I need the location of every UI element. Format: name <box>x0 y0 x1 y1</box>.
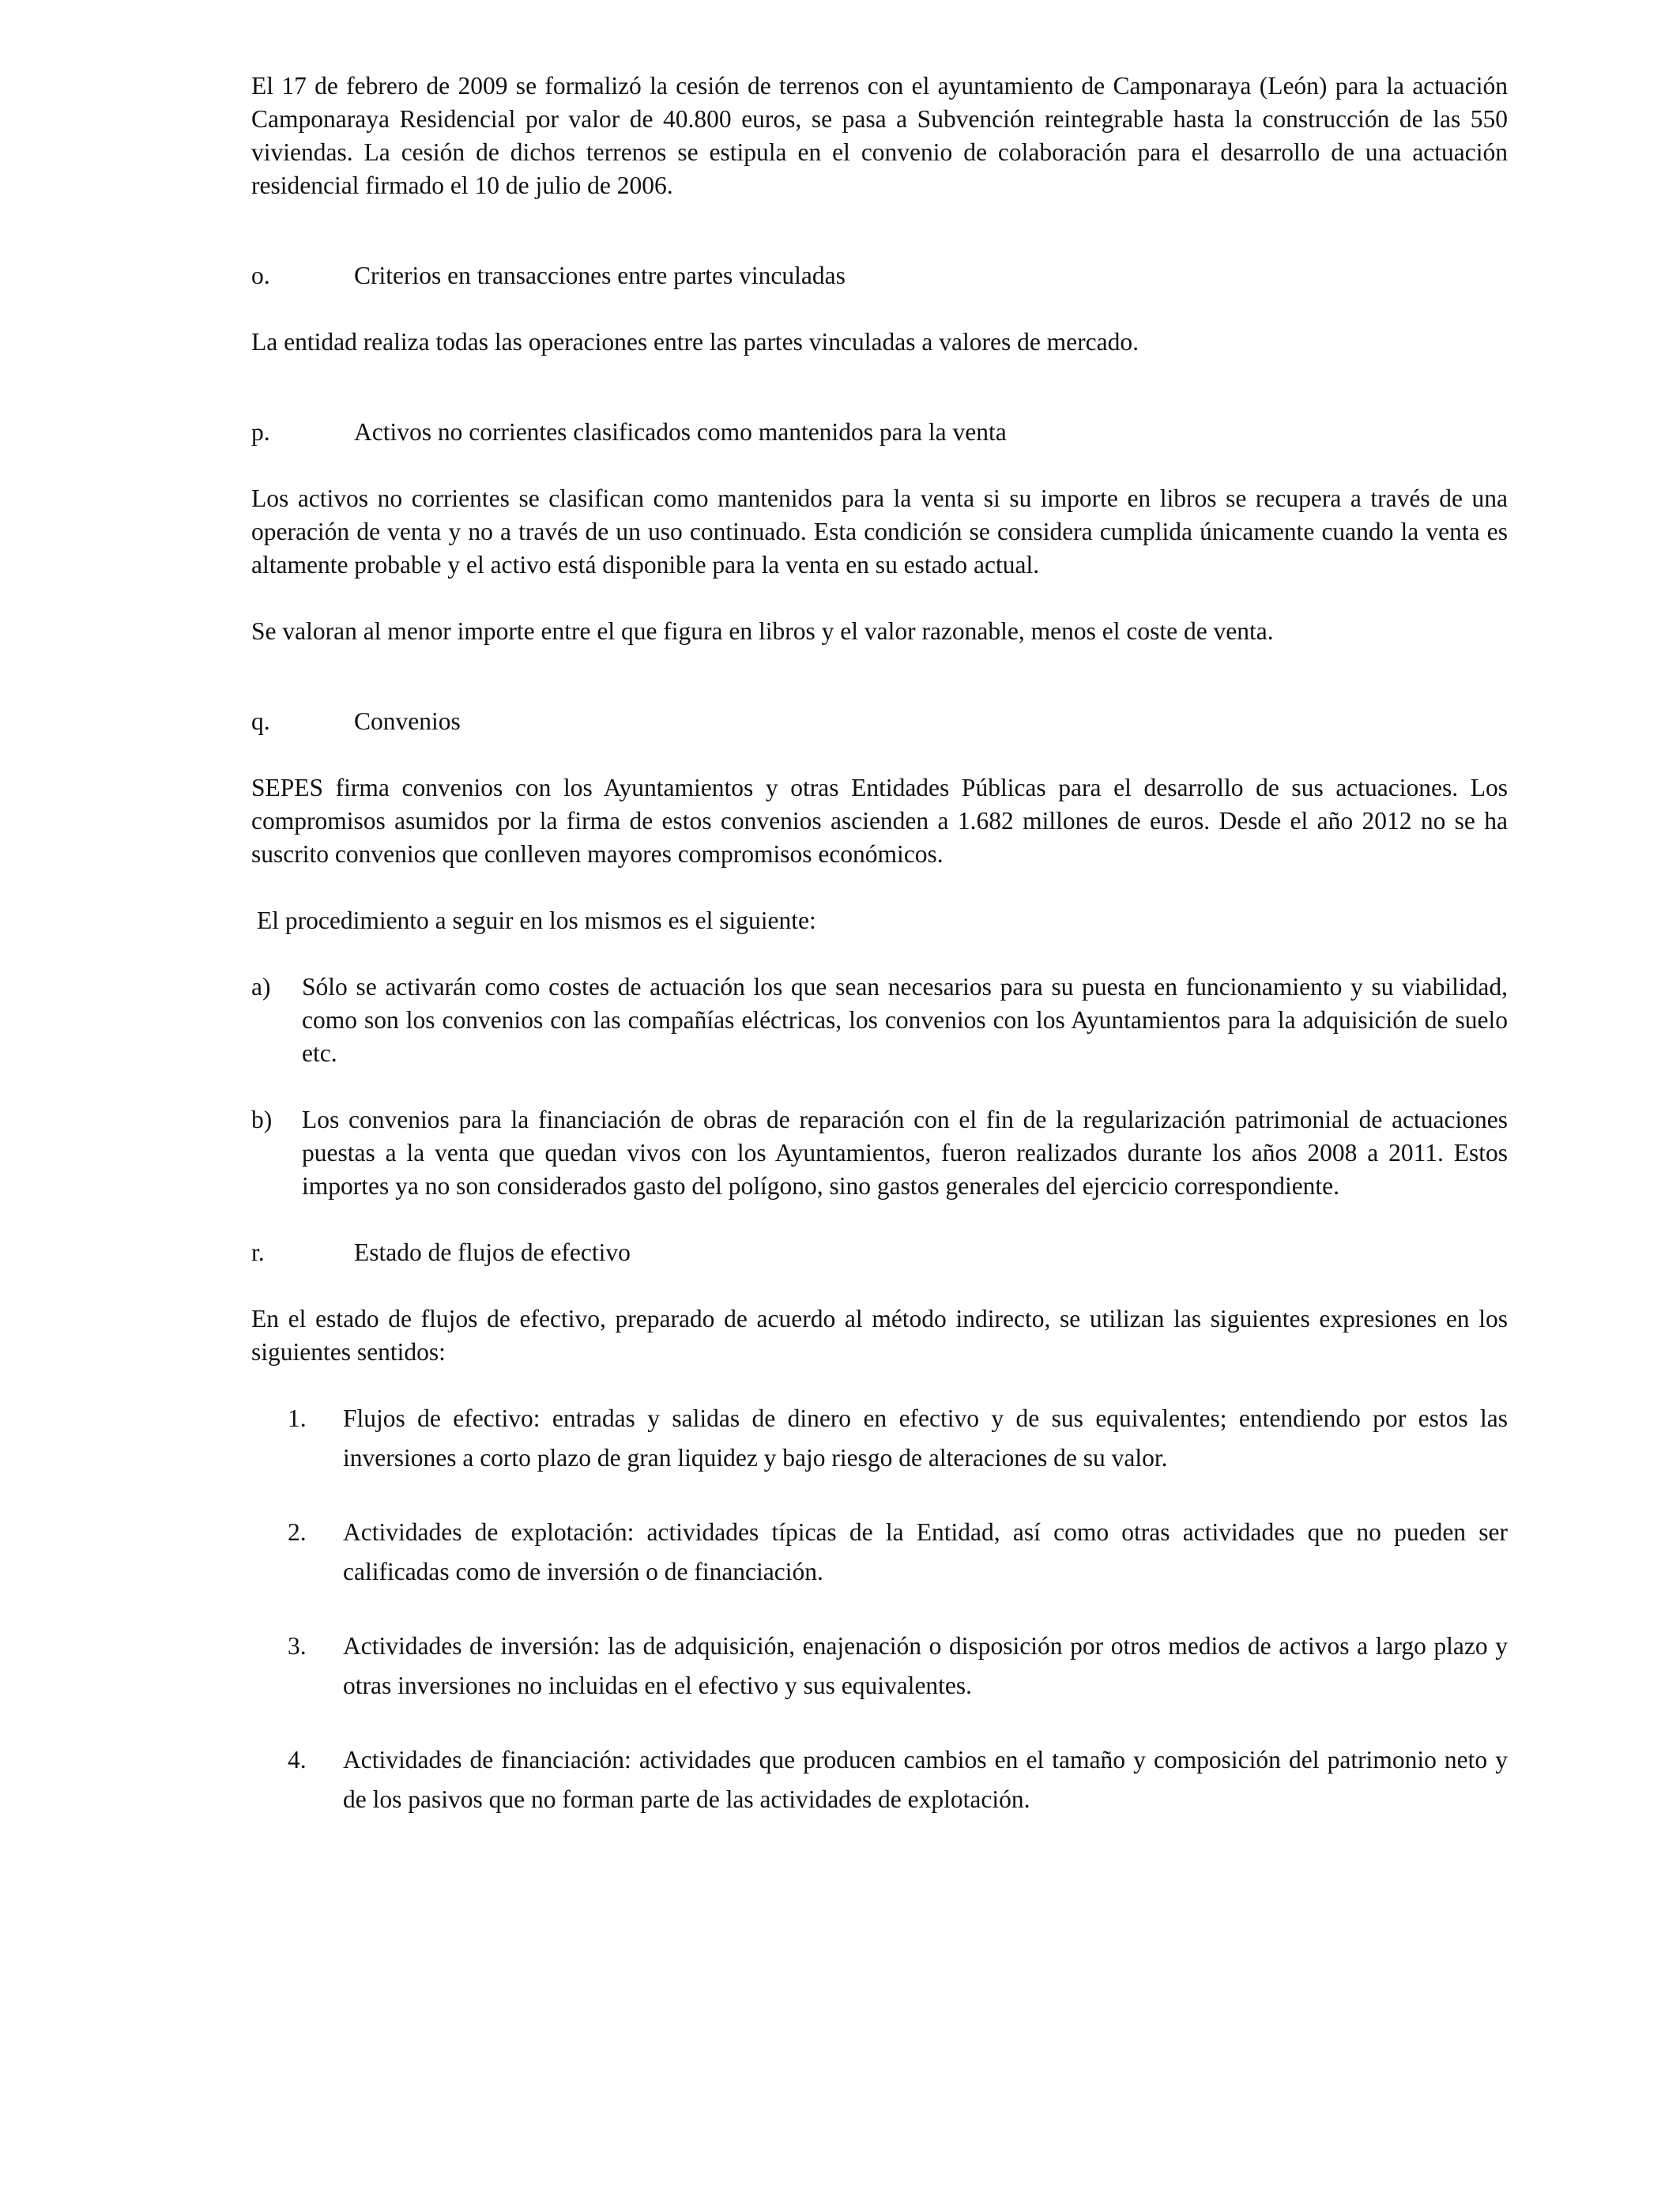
list-item-marker: 2. <box>288 1518 307 1546</box>
list-item-marker: 4. <box>288 1746 307 1774</box>
list-item-text: Actividades de financiación: actividades que producen cambios en el tamaño y composición del patrimonio neto y de los pasivos que no forman parte de las actividades de explotación. <box>343 1746 1508 1813</box>
document-page <box>251 70 1508 1819</box>
section-q-heading <box>251 705 1508 738</box>
section-o-paragraph: La entidad realiza todas las operaciones entre las partes vinculadas a valores de mercado. <box>251 328 1139 356</box>
list-item <box>288 1399 1508 1478</box>
list-item-marker: 3. <box>288 1632 307 1660</box>
list-item-marker: b) <box>251 1106 273 1133</box>
section-p-marker: p. <box>251 418 270 446</box>
section-p-paragraph-2: Se valoran al menor importe entre el que figura en libros y el valor razonable, menos el coste de venta. <box>251 617 1274 645</box>
section-r-marker: r. <box>251 1238 265 1266</box>
list-item <box>288 1513 1508 1592</box>
list-item-marker: a) <box>251 973 271 1001</box>
section-o-title: Criterios en transacciones entre partes vinculadas <box>354 262 846 289</box>
section-o-marker: o. <box>251 262 270 289</box>
section-p-heading <box>251 416 1508 449</box>
list-item <box>251 1103 1508 1203</box>
list-item-text: Actividades de inversión: las de adquisición, enajenación o disposición por otros medios de activos a largo plazo y otras inversiones no incluidas en el efectivo y sus equivalentes. <box>343 1632 1508 1699</box>
section-p-title: Activos no corrientes clasificados como mantenidos para la venta <box>354 418 1007 446</box>
section-q-title: Convenios <box>354 707 461 735</box>
list-item <box>288 1740 1508 1819</box>
intro-paragraph: El 17 de febrero de 2009 se formalizó la cesión de terrenos con el ayuntamiento de Camponaraya (León) para la actuación Camponaraya Residencial por valor de 40.800 euros, se pasa a Subvención reintegrable hasta la construcción de las 550 viviendas. La cesión de dichos terrenos se estipula en el convenio de colaboración para el desarrollo de una actuación residencial firmado el 10 de julio de 2006. <box>251 72 1508 199</box>
list-item-text: Flujos de efectivo: entradas y salidas de dinero en efectivo y de sus equivalentes; entendiendo por estos las inversiones a corto plazo de gran liquidez y bajo riesgo de alteraciones de su valor. <box>343 1404 1508 1472</box>
list-item-marker: 1. <box>288 1404 307 1432</box>
section-r-paragraph: En el estado de flujos de efectivo, preparado de acuerdo al método indirecto, se utilizan las siguientes expresiones en los siguientes sentidos: <box>251 1305 1508 1366</box>
section-r-heading <box>251 1236 1508 1269</box>
list-item-text: Los convenios para la financiación de obras de reparación con el fin de la regularización patrimonial de actuaciones puestas a la venta que quedan vivos con los Ayuntamientos, fueron realizados durante los años 2008 a 2011. Estos importes ya no son considerados gasto del polígono, sino gastos generales del ejercicio correspondiente. <box>302 1106 1508 1200</box>
section-p-paragraph-1: Los activos no corrientes se clasifican como mantenidos para la venta si su importe en libros se recupera a través de una operación de venta y no a través de un uso continuado. Esta condición se considera cumplida únicamente cuando la venta es altamente probable y el activo está disponible para la venta en su estado actual. <box>251 484 1508 579</box>
section-q-paragraph-2: El procedimiento a seguir en los mismos es el siguiente: <box>257 907 816 934</box>
list-item <box>288 1627 1508 1706</box>
section-q-marker: q. <box>251 707 270 735</box>
list-item <box>251 971 1508 1070</box>
section-o-heading <box>251 259 1508 292</box>
section-r-title: Estado de flujos de efectivo <box>354 1238 631 1266</box>
list-item-text: Sólo se activarán como costes de actuación los que sean necesarios para su puesta en funcionamiento y su viabilidad, como son los convenios con las compañías eléctricas, los convenios con los Ayuntamientos para la adquisición de suelo etc. <box>302 973 1508 1067</box>
list-item-text: Actividades de explotación: actividades típicas de la Entidad, así como otras actividades que no pueden ser calificadas como de inversión o de financiación. <box>343 1518 1508 1585</box>
section-q-paragraph-1: SEPES firma convenios con los Ayuntamientos y otras Entidades Públicas para el desarrollo de sus actuaciones. Los compromisos asumidos por la firma de estos convenios ascienden a 1.682 millones de euros. Desde el año 2012 no se ha suscrito convenios que conlleven mayores compromisos económicos. <box>251 774 1508 868</box>
